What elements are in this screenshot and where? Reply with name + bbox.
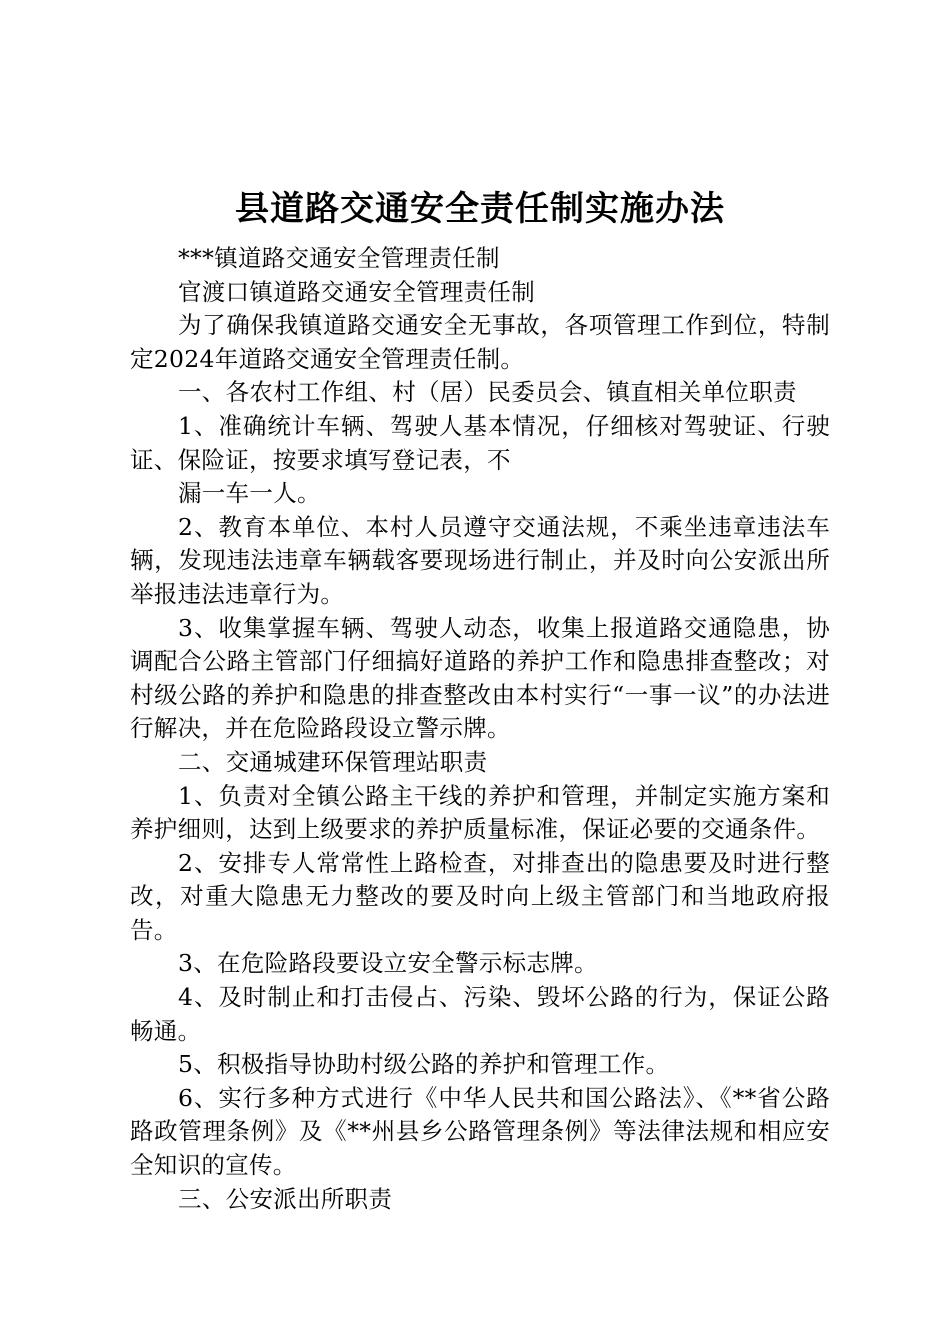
body-paragraph: 1、负责对全镇公路主干线的养护和管理，并制定实施方案和养护细则，达到上级要求的养护质量标准，保证必要的交通条件。 bbox=[130, 781, 830, 844]
body-paragraph: 4、及时制止和打击侵占、污染、毁坏公路的行为，保证公路畅通。 bbox=[130, 983, 830, 1045]
body-paragraph: 3、收集掌握车辆、驾驶人动态，收集上报道路交通隐患，协调配合公路主管部门仔细搞好道路的养护工作和隐患排查整改；对村级公路的养护和隐患的排查整改由本村实行“一事一议”的办法进行解决，并在危险路段设立警示牌。 bbox=[130, 613, 830, 743]
document-page bbox=[130, 180, 830, 1216]
body-paragraph: 1、准确统计车辆、驾驶人基本情况，仔细核对驾驶证、行驶证、保险证，按要求填写登记表，不 bbox=[130, 411, 830, 474]
subtitle-line: 官渡口镇道路交通安全管理责任制 bbox=[178, 277, 535, 306]
body-paragraph: 5、积极指导协助村级公路的养护和管理工作。 bbox=[178, 1050, 670, 1079]
section-heading: 三、公安派出所职责 bbox=[178, 1184, 393, 1213]
body-paragraph: 2、安排专人常常性上路检查，对排查出的隐患要及时进行整改，对重大隐患无力整改的要及时向上级主管部门和当地政府报告。 bbox=[130, 848, 830, 944]
document-title: 县道路交通安全责任制实施办法 bbox=[235, 189, 725, 229]
body-paragraph: 漏一车一人。 bbox=[178, 479, 321, 508]
section-heading: 一、各农村工作组、村（居）民委员会、镇直相关单位职责 bbox=[178, 378, 797, 407]
section-heading: 二、交通城建环保管理站职责 bbox=[178, 747, 488, 776]
body-paragraph: 3、在危险路段要设立安全警示标志牌。 bbox=[178, 949, 598, 978]
body-paragraph: 2、教育本单位、本村人员遵守交通法规，不乘坐违章违法车辆，发现违法违章车辆载客要现场进行制止，并及时向公安派出所举报违法违章行为。 bbox=[130, 512, 830, 608]
intro-paragraph: 为了确保我镇道路交通安全无事故，各项管理工作到位，特制定2024年道路交通安全管理责任制。 bbox=[130, 311, 830, 373]
body-paragraph: 6、实行多种方式进行《中华人民共和国公路法》、《**省公路路政管理条例》及《**州县乡公路管理条例》等法律法规和相应安全知识的宣传。 bbox=[130, 1083, 830, 1180]
subtitle-line: ***镇道路交通安全管理责任制 bbox=[178, 244, 500, 272]
